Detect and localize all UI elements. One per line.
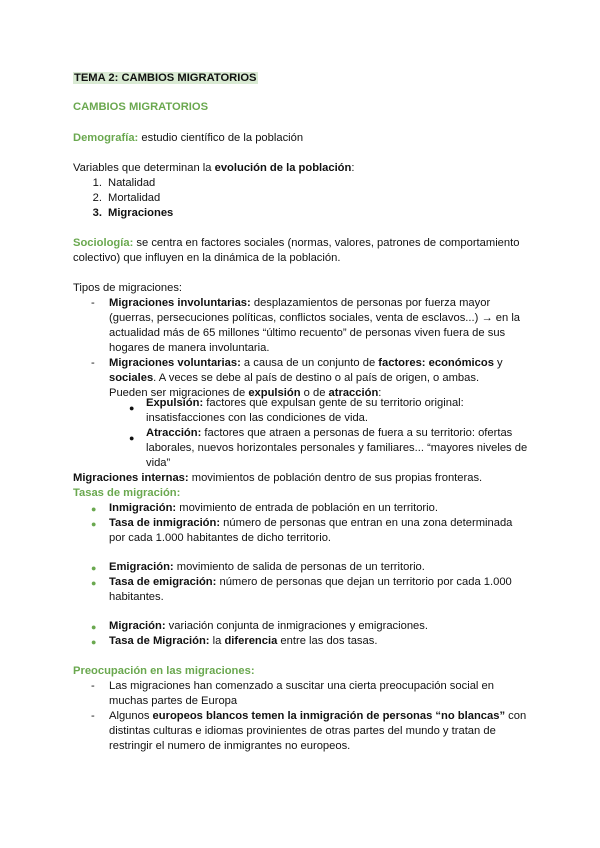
- involuntarias-line-2: (guerras, persecuciones políticas, conflictos sociales, venta de esclavos...) → en la: [109, 312, 521, 324]
- tasa-migracion-line: Tasa de Migración: la diferencia entre las dos tasas.: [109, 635, 378, 647]
- preocupacion-item1-line-1: Las migraciones han comenzado a suscitar una cierta preocupación social en: [109, 680, 494, 692]
- involuntarias-line-3: actualidad más de 65 millones “último recuento” de personas viven fuera de sus: [109, 327, 506, 339]
- preocupacion-heading: Preocupación en las migraciones:: [73, 665, 255, 677]
- document-title: TEMA 2: CAMBIOS MIGRATORIOS: [74, 72, 257, 84]
- demografia-line: Demografía: estudio científico de la población: [73, 132, 304, 144]
- preocupacion-item2-line-3: restringir el numero de inmigrantes no europeos.: [109, 740, 351, 752]
- migracion-line: Migración: variación conjunta de inmigraciones y emigraciones.: [109, 620, 428, 632]
- bullet-dot: ●: [129, 403, 135, 413]
- section-heading: CAMBIOS MIGRATORIOS: [73, 101, 209, 113]
- involuntarias-line-1: Migraciones involuntarias: desplazamientos de personas por fuerza mayor: [109, 297, 491, 309]
- dash-bullet: -: [91, 710, 95, 722]
- bullet-dot: ●: [91, 637, 97, 647]
- expulsion-line-1: Expulsión: factores que expulsan gente de su territorio original:: [146, 397, 464, 409]
- expulsion-line-2: insatisfacciones con las condiciones de vida.: [146, 412, 369, 424]
- tasa-inmigracion-line-2: por cada 1.000 habitantes de dicho territorio.: [109, 532, 332, 544]
- bullet-dot: ●: [91, 563, 97, 573]
- preocupacion-item2-line-1: Algunos europeos blancos temen la inmigración de personas “no blancas” con: [109, 710, 527, 722]
- atraccion-line-2: laborales, nuevos horizontales personales y familiares... “mayores niveles de: [146, 442, 528, 454]
- voluntarias-line-1: Migraciones voluntarias: a causa de un conjunto de factores: económicos y: [109, 357, 503, 369]
- preocupacion-item2-line-2: distintas culturas e idiomas provinientes de otras partes del mundo y tratan de: [109, 725, 496, 737]
- inmigracion-line: Inmigración: movimiento de entrada de población en un territorio.: [109, 502, 438, 514]
- dash-bullet: -: [91, 297, 95, 309]
- bullet-dot: ●: [129, 433, 135, 443]
- atraccion-line-3: vida”: [146, 457, 171, 469]
- voluntarias-line-3: Pueden ser migraciones de expulsión o de atracción:: [109, 387, 382, 399]
- tasas-heading: Tasas de migración:: [73, 487, 181, 499]
- internas-line: Migraciones internas: movimientos de población dentro de sus propias fronteras.: [73, 472, 483, 484]
- involuntarias-line-4: hogares de manera involuntaria.: [109, 342, 270, 354]
- document-page: TEMA 2: CAMBIOS MIGRATORIOS CAMBIOS MIGRATORIOS Demografía: estudio científico de la población Variables que determinan la evolución de la población: 1. Natalidad 2. Mortalidad 3. Migraciones Sociología: se centra en factores sociales (normas, valores, patrones de comportamiento colectivo) que influyen en la dinámica de la población. Tipos de migraciones: - Migraciones involuntarias: desplazamientos de personas por fuerza mayor (guerras, persecuciones políticas, conflictos sociales, venta de esclavos...) → en la actualidad más de 65 millones “último recuento” de personas viven fuera de sus hogares de manera involuntaria. - Migraciones voluntarias: a causa de un conjunto de factores: económicos y sociales. A veces se debe al país de destino o al país de origen, o ambas. Pueden ser migraciones de expulsión o de atracción: ● Expulsión: factores que expulsan gente de su territorio original: insatisfacciones con las condiciones de vida. ● Atracción: factores que atraen a personas de fuera a su territorio: ofertas laborales, nuevos horizontales personales y familiares... “mayores niveles de vida” Migraciones internas: movimientos de población dentro de sus propias fronteras. Tasas de migración: ● Inmigración: movimiento de entrada de población en un territorio. ● Tasa de inmigración: número de personas que entran en una zona determinada por cada 1.000 habitantes de dicho territorio. ● Emigración: movimiento de salida de personas de un territorio. ● Tasa de emigración: número de personas que dejan un territorio por cada 1.000 habitantes. ● Migración: variación conjunta de inmigraciones y emigraciones. ● Tasa de Migración: la diferencia entre las dos tasas. Preocupación en las migraciones: - Las migraciones han comenzado a suscitar una cierta preocupación social en muchas partes de Europa - Algunos europeos blancos temen la inmigración de personas “no blancas” con distintas culturas e idiomas provinientes de otras partes del mundo y tratan de restringir el numero de inmigrantes no europeos.: [0, 0, 600, 848]
- tasa-inmigracion-line-1: Tasa de inmigración: número de personas que entran en una zona determinada: [109, 517, 513, 529]
- bullet-dot: ●: [91, 504, 97, 514]
- variables-intro: Variables que determinan la evolución de la población:: [73, 162, 355, 174]
- tipos-intro: Tipos de migraciones:: [73, 282, 183, 294]
- preocupacion-item1-line-2: muchas partes de Europa: [109, 695, 238, 707]
- bullet-dot: ●: [91, 578, 97, 588]
- atraccion-line-1: Atracción: factores que atraen a personas de fuera a su territorio: ofertas: [146, 427, 513, 439]
- bullet-dot: ●: [91, 519, 97, 529]
- sociologia-line-2: colectivo) que influyen en la dinámica de la población.: [73, 252, 341, 264]
- emigracion-line: Emigración: movimiento de salida de personas de un territorio.: [109, 561, 425, 573]
- dash-bullet: -: [91, 357, 95, 369]
- dash-bullet: -: [91, 680, 95, 692]
- tasa-emigracion-line-1: Tasa de emigración: número de personas que dejan un territorio por cada 1.000: [109, 576, 512, 588]
- voluntarias-line-2: sociales. A veces se debe al país de destino o al país de origen, o ambas.: [109, 372, 480, 384]
- sociologia-line-1: Sociología: se centra en factores sociales (normas, valores, patrones de comportamiento: [73, 237, 520, 249]
- tasa-emigracion-line-2: habitantes.: [109, 591, 164, 603]
- bullet-dot: ●: [91, 622, 97, 632]
